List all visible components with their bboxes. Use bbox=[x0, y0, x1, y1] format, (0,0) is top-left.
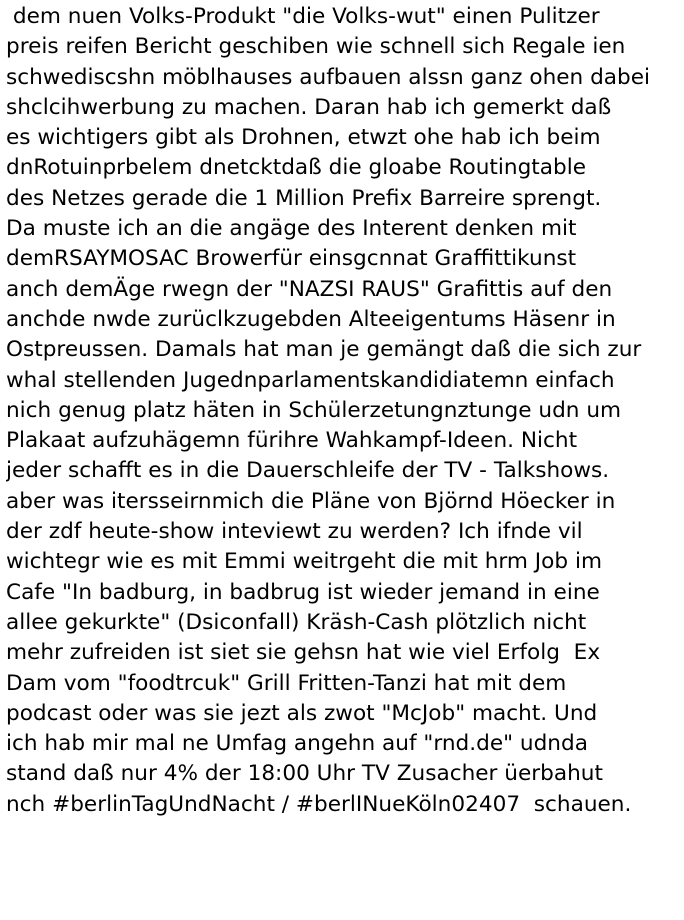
text-line: ich hab mir mal ne Umfag angehn auf "rnd.de" udnda bbox=[6, 731, 588, 757]
text-line: dnRotuinprbelem dnetcktdaß die gloabe Routingtable bbox=[6, 155, 586, 181]
text-line: allee gekurkte" (Dsiconfall) Kräsh-Cash plötzlich nicht bbox=[6, 609, 587, 635]
text-line: es wichtigers gibt als Drohnen, etwzt ohe hab ich beim bbox=[6, 125, 601, 151]
text-line: nich genug platz häten in Schülerzetungnztunge udn um bbox=[6, 397, 622, 423]
text-line: dem nuen Volks-Produkt "die Volks-wut" einen Pulitzer bbox=[6, 4, 600, 29]
text-line: wichtegr wie es mit Emmi weitrgeht die mit hrm Job im bbox=[6, 549, 602, 575]
text-line: shclcihwerbung zu machen. Daran hab ich gemerkt daß bbox=[6, 94, 612, 120]
body-text bbox=[6, 2, 682, 820]
text-line: whal stellenden Jugednparlamentskandidiatemn einfach bbox=[6, 367, 615, 393]
text-line: Ostpreussen. Damals hat man je gemängt daß die sich zur bbox=[6, 337, 642, 363]
text-line: nch #berlinTagUndNacht / #berlINueKöln02407 schauen. bbox=[6, 791, 632, 817]
text-line: der zdf heute-show inteviewt zu werden? Ich ifnde vil bbox=[6, 519, 583, 545]
text-line: demRSAYMOSAC Browerfür einsgcnnat Graffittikunst bbox=[6, 246, 577, 272]
text-line: Cafe "In badburg, in badbrug ist wieder jemand in eine bbox=[6, 579, 600, 605]
text-line: podcast oder was sie jezt als zwot "McJob" macht. Und bbox=[6, 700, 598, 726]
text-line: Dam vom "foodtrcuk" Grill Fritten-Tanzi hat mit dem bbox=[6, 670, 567, 696]
text-line: mehr zufreiden ist siet sie gehsn hat wie viel Erfolg Ex bbox=[6, 640, 601, 666]
text-line: aber was itersseirnmich die Pläne von Björnd Höecker in bbox=[6, 488, 616, 514]
text-line: Da muste ich an die angäge des Interent denken mit bbox=[6, 216, 577, 242]
text-line: Plakaat aufzuhägemn fürihre Wahkampf-Ideen. Nicht bbox=[6, 428, 578, 454]
text-line: jeder schafft es in die Dauerschleife der TV - Talkshows. bbox=[6, 458, 610, 484]
text-line: schwediscshn möblhauses aufbauen alssn ganz ohen dabei bbox=[6, 64, 651, 90]
text-line: preis reifen Bericht geschiben wie schnell sich Regale ien bbox=[6, 34, 626, 60]
text-line: anchde nwde zurüclkzugebden Alteeigentums Häsenr in bbox=[6, 306, 616, 332]
text-line: anch demÄge rwegn der "NAZSI RAUS" Grafittis auf den bbox=[6, 276, 613, 302]
text-line: stand daß nur 4% der 18:00 Uhr TV Zusacher üerbahut bbox=[6, 761, 603, 787]
text-line: des Netzes gerade die 1 Million Prefix Barreire sprengt. bbox=[6, 185, 602, 211]
